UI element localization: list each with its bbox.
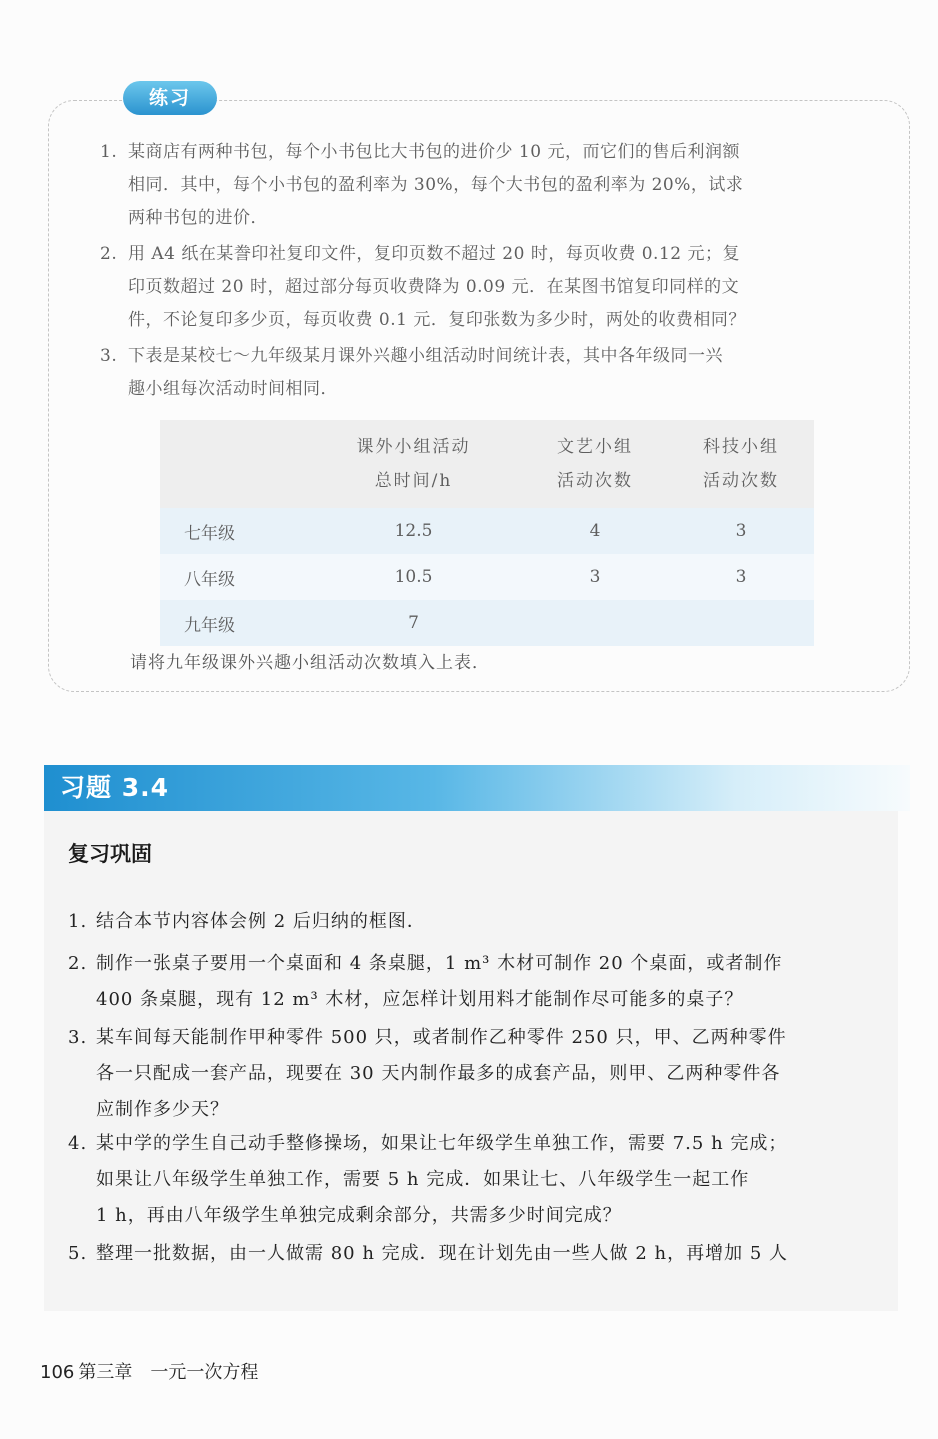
chapter-title: 一元一次方程 xyxy=(150,1362,259,1383)
item-number: 5. xyxy=(68,1243,88,1264)
table-cell-arts: 3 xyxy=(522,554,668,600)
item-line: 相同．其中，每个小书包的盈利率为 30%，每个大书包的盈利率为 20%，试求 xyxy=(128,175,744,195)
table-cell-tech: 3 xyxy=(668,508,814,554)
activity-stats-table xyxy=(160,420,814,646)
practice-item-2 xyxy=(100,238,890,337)
item-line: 各一只配成一套产品，现要在 30 天内制作最多的成套产品，则甲、乙两种零件各 xyxy=(96,1063,781,1084)
table-cell-grade: 九年级 xyxy=(160,600,305,646)
item-line: 制作一张桌子要用一个桌面和 4 条桌腿，1 m³ 木材可制作 20 个桌面，或者制作 xyxy=(96,953,783,974)
table-header-tech-count: 科技小组 活动次数 xyxy=(668,420,814,508)
table-header-arts-count: 文艺小组 活动次数 xyxy=(522,420,668,508)
item-number: 1. xyxy=(100,142,118,162)
item-line: 下表是某校七～九年级某月课外兴趣小组活动时间统计表，其中各年级同一兴 xyxy=(128,346,723,366)
page-number: 106 xyxy=(40,1362,75,1383)
section-heading: 复习巩固 xyxy=(68,842,152,866)
table-cell-grade: 八年级 xyxy=(160,554,305,600)
item-number: 3. xyxy=(68,1027,88,1048)
item-line: 400 条桌腿，现有 12 m³ 木材，应怎样计划用料才能制作尽可能多的桌子？ xyxy=(96,989,744,1010)
item-line: 印页数超过 20 时，超过部分每页收费降为 0.09 元．在某图书馆复印同样的文 xyxy=(128,277,740,297)
item-line: 整理一批数据，由一人做需 80 h 完成．现在计划先由一些人做 2 h，再增加 5 人 xyxy=(96,1243,789,1264)
item-number: 2. xyxy=(100,244,118,264)
item-number: 2. xyxy=(68,953,88,974)
exercise-item-1 xyxy=(68,904,888,940)
practice-badge: 练习 xyxy=(123,81,217,115)
practice-item-3 xyxy=(100,340,890,406)
table-header-corner xyxy=(160,420,305,508)
table-row xyxy=(160,600,814,646)
table-cell-total: 10.5 xyxy=(305,554,522,600)
exercise-title: 习题 3.4 xyxy=(60,773,169,802)
exercise-item-2 xyxy=(68,946,888,1018)
item-line: 两种书包的进价． xyxy=(128,208,268,228)
table-header-total-time: 课外小组活动 总时间/h xyxy=(305,420,522,508)
table-cell-arts xyxy=(522,600,668,646)
table-cell-total: 12.5 xyxy=(305,508,522,554)
exercise-item-4 xyxy=(68,1126,888,1234)
item-line: 应制作多少天？ xyxy=(96,1099,229,1120)
item-line: 件，不论复印多少页，每页收费 0.1 元．复印张数为多少时，两处的收费相同？ xyxy=(128,310,746,330)
table-header-row xyxy=(160,420,814,508)
table-cell-grade: 七年级 xyxy=(160,508,305,554)
exercise-header-band xyxy=(44,765,910,811)
item-line: 如果让八年级学生单独工作，需要 5 h 完成．如果让七、八年级学生一起工作 xyxy=(96,1169,750,1190)
table-row xyxy=(160,554,814,600)
practice-item-1 xyxy=(100,136,890,235)
item-line: 1 h，再由八年级学生单独完成剩余部分，共需多少时间完成？ xyxy=(96,1205,622,1226)
item-line: 某商店有两种书包，每个小书包比大书包的进价少 10 元，而它们的售后利润额 xyxy=(128,142,740,162)
item-line: 某车间每天能制作甲种零件 500 只，或者制作乙种零件 250 只，甲、乙两种零件 xyxy=(96,1027,787,1048)
item-line: 结合本节内容体会例 2 后归纳的框图． xyxy=(96,911,426,932)
table-cell-total: 7 xyxy=(305,600,522,646)
item-line: 趣小组每次活动时间相同． xyxy=(128,379,338,399)
item-number: 3. xyxy=(100,346,118,366)
item-number: 1. xyxy=(68,911,88,932)
item-line: 某中学的学生自己动手整修操场，如果让七年级学生单独工作，需要 7.5 h 完成； xyxy=(96,1133,788,1154)
chapter-label: 第三章 xyxy=(78,1362,133,1383)
page-footer xyxy=(40,1358,258,1384)
exercise-item-3 xyxy=(68,1020,888,1128)
exercise-item-5 xyxy=(68,1236,888,1272)
practice-note: 请将九年级课外兴趣小组活动次数填入上表． xyxy=(130,653,490,673)
table-cell-tech xyxy=(668,600,814,646)
item-line: 用 A4 纸在某誊印社复印文件，复印页数不超过 20 时，每页收费 0.12 元；复 xyxy=(128,244,740,264)
table-cell-tech: 3 xyxy=(668,554,814,600)
table-row xyxy=(160,508,814,554)
item-number: 4. xyxy=(68,1133,88,1154)
table-cell-arts: 4 xyxy=(522,508,668,554)
